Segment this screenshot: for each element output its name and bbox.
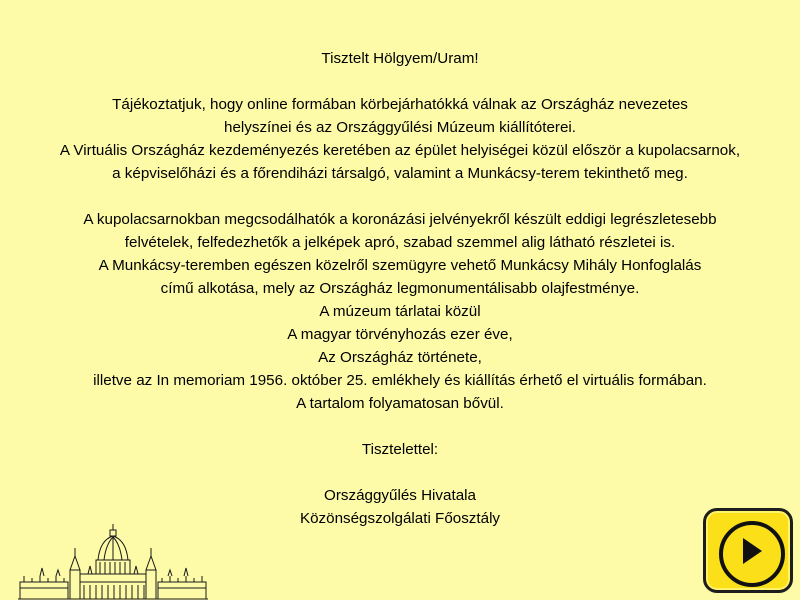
play-icon: [719, 521, 777, 579]
paragraph1-line: helyszínei és az Országgyűlési Múzeum kiállítóterei.: [224, 119, 576, 136]
parliament-building-icon: [18, 524, 208, 600]
paragraph-gap: [0, 415, 800, 438]
closing: Tisztelettel:: [361, 441, 439, 458]
paragraph2-line: A Munkácsy-teremben egészen közelről szemügyre vehető Munkácsy Mihály Honfoglalás: [98, 257, 702, 274]
greeting: Tisztelt Hölgyem/Uram!: [321, 50, 479, 67]
paragraph-gap: [0, 185, 800, 208]
signature-line: Közönségszolgálati Főosztály: [299, 510, 501, 527]
paragraph2-line: Az Országház története,: [318, 349, 482, 366]
paragraph-gap: [0, 70, 800, 93]
paragraph2-line: felvételek, felfedezhetők a jelképek apró, szabad szemmel alig látható részletei is.: [124, 234, 676, 251]
paragraph2-line: illetve az In memoriam 1956. október 25. emlékhely és kiállítás érhető el virtuális formában.: [93, 372, 707, 389]
paragraph1-line: Tájékoztatjuk, hogy online formában körbejárhatókká válnak az Országház nevezetes: [112, 96, 688, 113]
paragraph1-line: A Virtuális Országház kezdeményezés keretében az épület helyiségei közül először a kupolacsarnok,: [59, 142, 741, 159]
signature-line: Országgyűlés Hivatala: [324, 487, 476, 504]
paragraph2-line: A kupolacsarnokban megcsodálhatók a koronázási jelvényekről készült eddigi legrészletesebb: [83, 211, 717, 228]
paragraph2-line: A magyar törvényhozás ezer éve,: [287, 326, 513, 343]
paragraph-gap: [0, 461, 800, 484]
paragraph2-line: A tartalom folyamatosan bővül.: [296, 395, 504, 412]
paragraph1-line: a képviselőházi és a főrendiházi társalgó, valamint a Munkácsy-terem tekinthető meg.: [112, 165, 688, 182]
play-button[interactable]: [703, 508, 793, 593]
paragraph2-line: című alkotása, mely az Országház legmonumentálisabb olajfestménye.: [160, 280, 640, 297]
paragraph2-line: A múzeum tárlatai közül: [319, 303, 481, 320]
letter-text: [0, 47, 800, 530]
